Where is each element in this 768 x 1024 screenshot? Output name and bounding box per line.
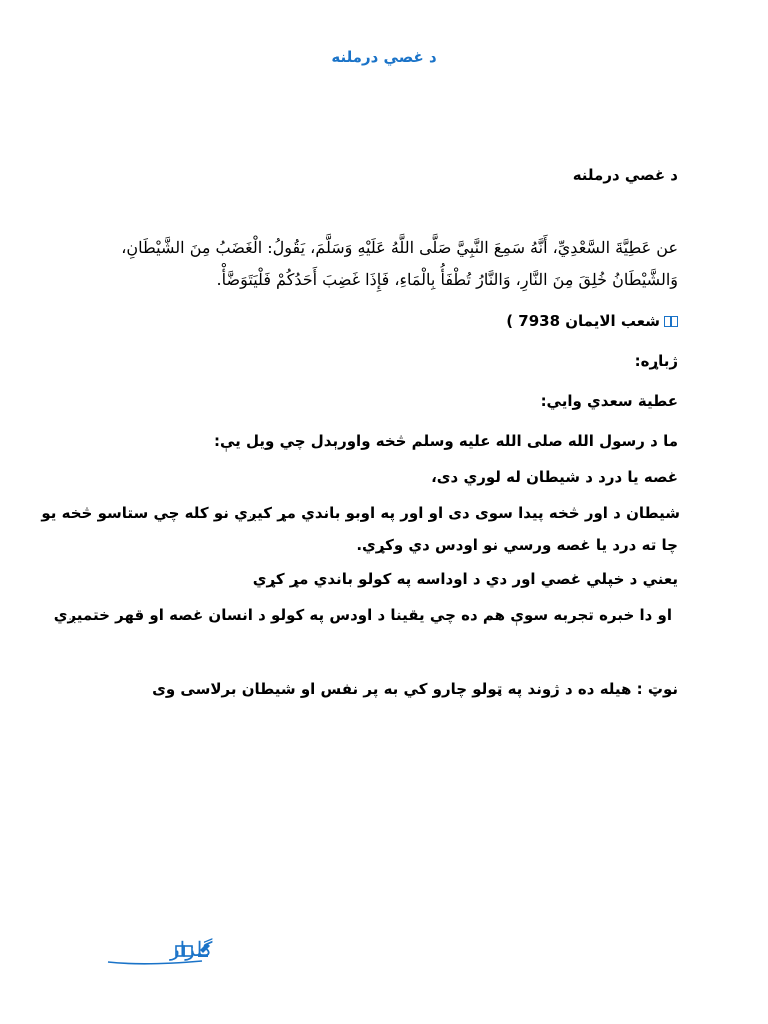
source-text: شعب الایمان 7938 ) (506, 312, 660, 330)
logo-text: گلزار (170, 937, 213, 961)
translation-line-5: یعني د خپلي غصي اور دي د اوداسه په کولو باندي مړ کړي (252, 570, 678, 588)
translation-label: ژباړه: (634, 352, 678, 370)
translation-line-2: غصه یا درد د شیطان له لوري دی، (431, 468, 678, 486)
translation-line-4: چا ته درد یا غصه ورسي نو اودس دي وکړي. (356, 536, 678, 554)
book-icon (664, 316, 678, 327)
source-reference (506, 312, 678, 330)
gulzar-logo (104, 934, 214, 974)
narrator-line: عطية سعدي وايي: (540, 392, 678, 410)
hadith-line-2: وَالشَّيْطَانُ خُلِقَ مِنَ النَّارِ، وَالنَّارُ تُطْفَأُ بِالْمَاءِ، فَإِذَا غَضِبَ أَحَدُكُمْ فَلْيَتَوَضَّأْ. (216, 270, 678, 289)
translation-line-6: او دا خبره تجربه سوې هم ده چي یقینا د اودس په کولو د انسان غصه او قهر ختمیږي (53, 606, 672, 624)
note-line: نوټ : هیله ده د ژوند په ټولو چارو کي به پر نفس او شیطان برلاسی وی (152, 680, 678, 698)
translation-line-3: شیطان د اور څخه پیدا سوی دی او اور په اوبو باندي مړ کیږي نو کله چي ستاسو څخه یو (41, 504, 680, 522)
translation-line-1: ما د رسول الله صلی الله علیه وسلم څخه واورېدل چي ویل یې: (213, 432, 678, 450)
page-header-title: د غصي درملنه (331, 48, 437, 66)
document-heading: د غصي درملنه (572, 166, 678, 184)
hadith-line-1: عن عَطِيَّةَ السَّعْدِيِّ، أَنَّهُ سَمِعَ النَّبِيَّ صَلَّى اللَّهُ عَلَيْهِ وَسَلَّمَ، يَقُولُ: الْغَضَبُ مِنَ الشَّيْطَانِ، (121, 238, 678, 257)
